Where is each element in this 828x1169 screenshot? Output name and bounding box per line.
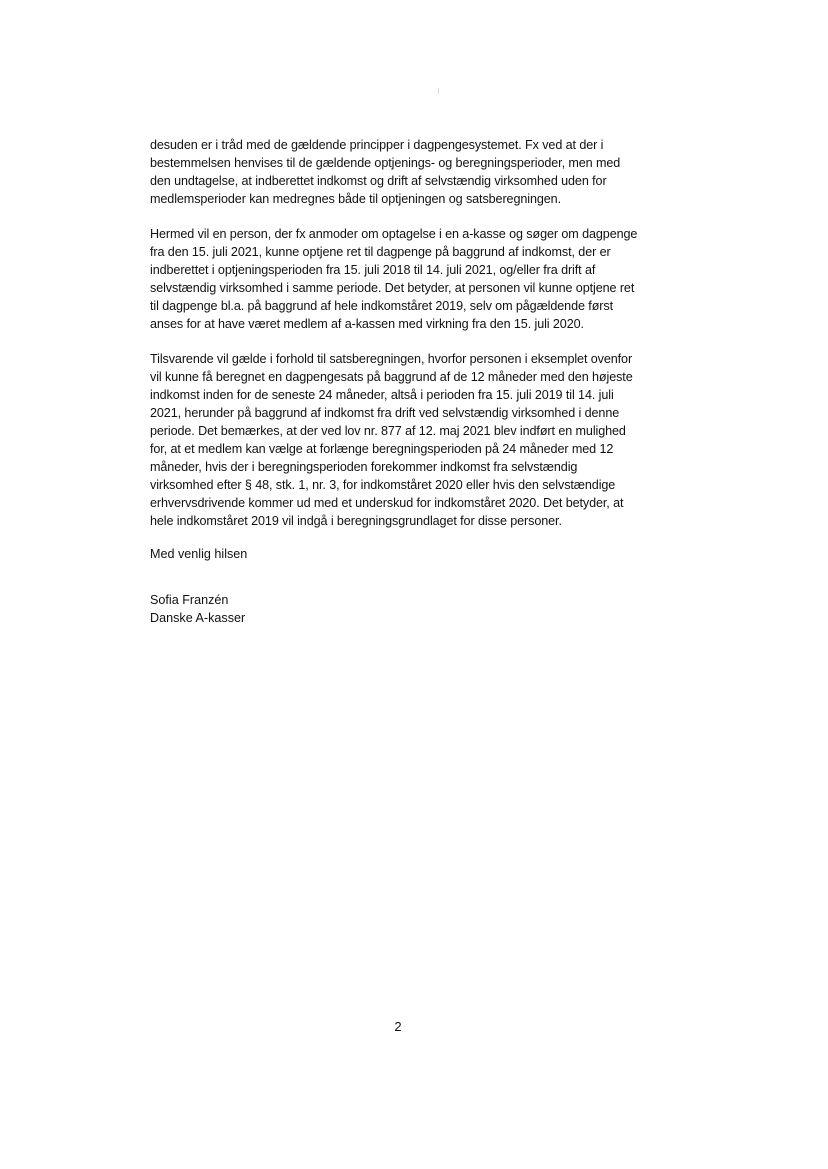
- text-line: selvstændig virksomhed i samme periode. Det betyder, at personen vil kunne optjene ret: [150, 281, 635, 295]
- text-line: hele indkomståret 2019 vil indgå i beregningsgrundlaget for disse personer.: [150, 514, 562, 528]
- text-line: desuden er i tråd med de gældende principper i dagpengesystemet. Fx ved at der i: [150, 138, 604, 152]
- text-line: Tilsvarende vil gælde i forhold til satsberegningen, hvorfor personen i eksemplet ovenfor: [150, 352, 633, 366]
- text-line: Hermed vil en person, der fx anmoder om optagelse i en a-kasse og søger om dagpenge: [150, 227, 638, 241]
- text-line: medlemsperioder kan medregnes både til optjeningen og satsberegningen.: [150, 192, 561, 206]
- text-line: fra den 15. juli 2021, kunne optjene ret til dagpenge på baggrund af indkomst, der er: [150, 245, 611, 259]
- text-line: indberettet i optjeningsperioden fra 15. juli 2018 til 14. juli 2021, og/eller fra drift af: [150, 263, 596, 277]
- text-line: til dagpenge bl.a. på baggrund af hele indkomståret 2019, selv om pågældende først: [150, 299, 613, 313]
- paragraph-3: [150, 350, 650, 530]
- signer-name: Sofia Franzén: [150, 593, 229, 607]
- signature-block: [150, 591, 245, 627]
- text-line: 2021, herunder på baggrund af indkomst fra drift ved selvstændig virksomhed i denne: [150, 406, 620, 420]
- text-line: vil kunne få beregnet en dagpengesats på baggrund af de 12 måneder med den højeste: [150, 370, 633, 384]
- text-line: for, at et medlem kan vælge at forlænge beregningsperioden på 24 måneder med 12: [150, 442, 614, 456]
- page-number: 2: [394, 1019, 402, 1034]
- closing-greeting: Med venlig hilsen: [150, 547, 248, 561]
- paragraph-1: [150, 136, 650, 208]
- scan-artifact: [438, 88, 439, 94]
- paragraph-2: [150, 225, 650, 333]
- text-line: anses for at have været medlem af a-kassen med virkning fra den 15. juli 2020.: [150, 317, 584, 331]
- text-line: periode. Det bemærkes, at der ved lov nr. 877 af 12. maj 2021 blev indført en mulighed: [150, 424, 626, 438]
- text-line: bestemmelsen henvises til de gældende optjenings- og beregningsperioder, men med: [150, 156, 621, 170]
- text-line: virksomhed efter § 48, stk. 1, nr. 3, for indkomståret 2020 eller hvis den selvstændige: [150, 478, 616, 492]
- text-line: indkomst inden for de seneste 24 måneder, altså i perioden fra 15. juli 2019 til 14. juli: [150, 388, 614, 402]
- text-line: den undtagelse, at indberettet indkomst og drift af selvstændig virksomhed uden for: [150, 174, 607, 188]
- letter-body: [150, 136, 650, 530]
- text-line: måneder, hvis der i beregningsperioden forekommer indkomst fra selvstændig: [150, 460, 578, 474]
- signer-organization: Danske A-kasser: [150, 611, 246, 625]
- text-line: erhvervsdrivende kommer ud med et underskud for indkomståret 2020. Det betyder, at: [150, 496, 624, 510]
